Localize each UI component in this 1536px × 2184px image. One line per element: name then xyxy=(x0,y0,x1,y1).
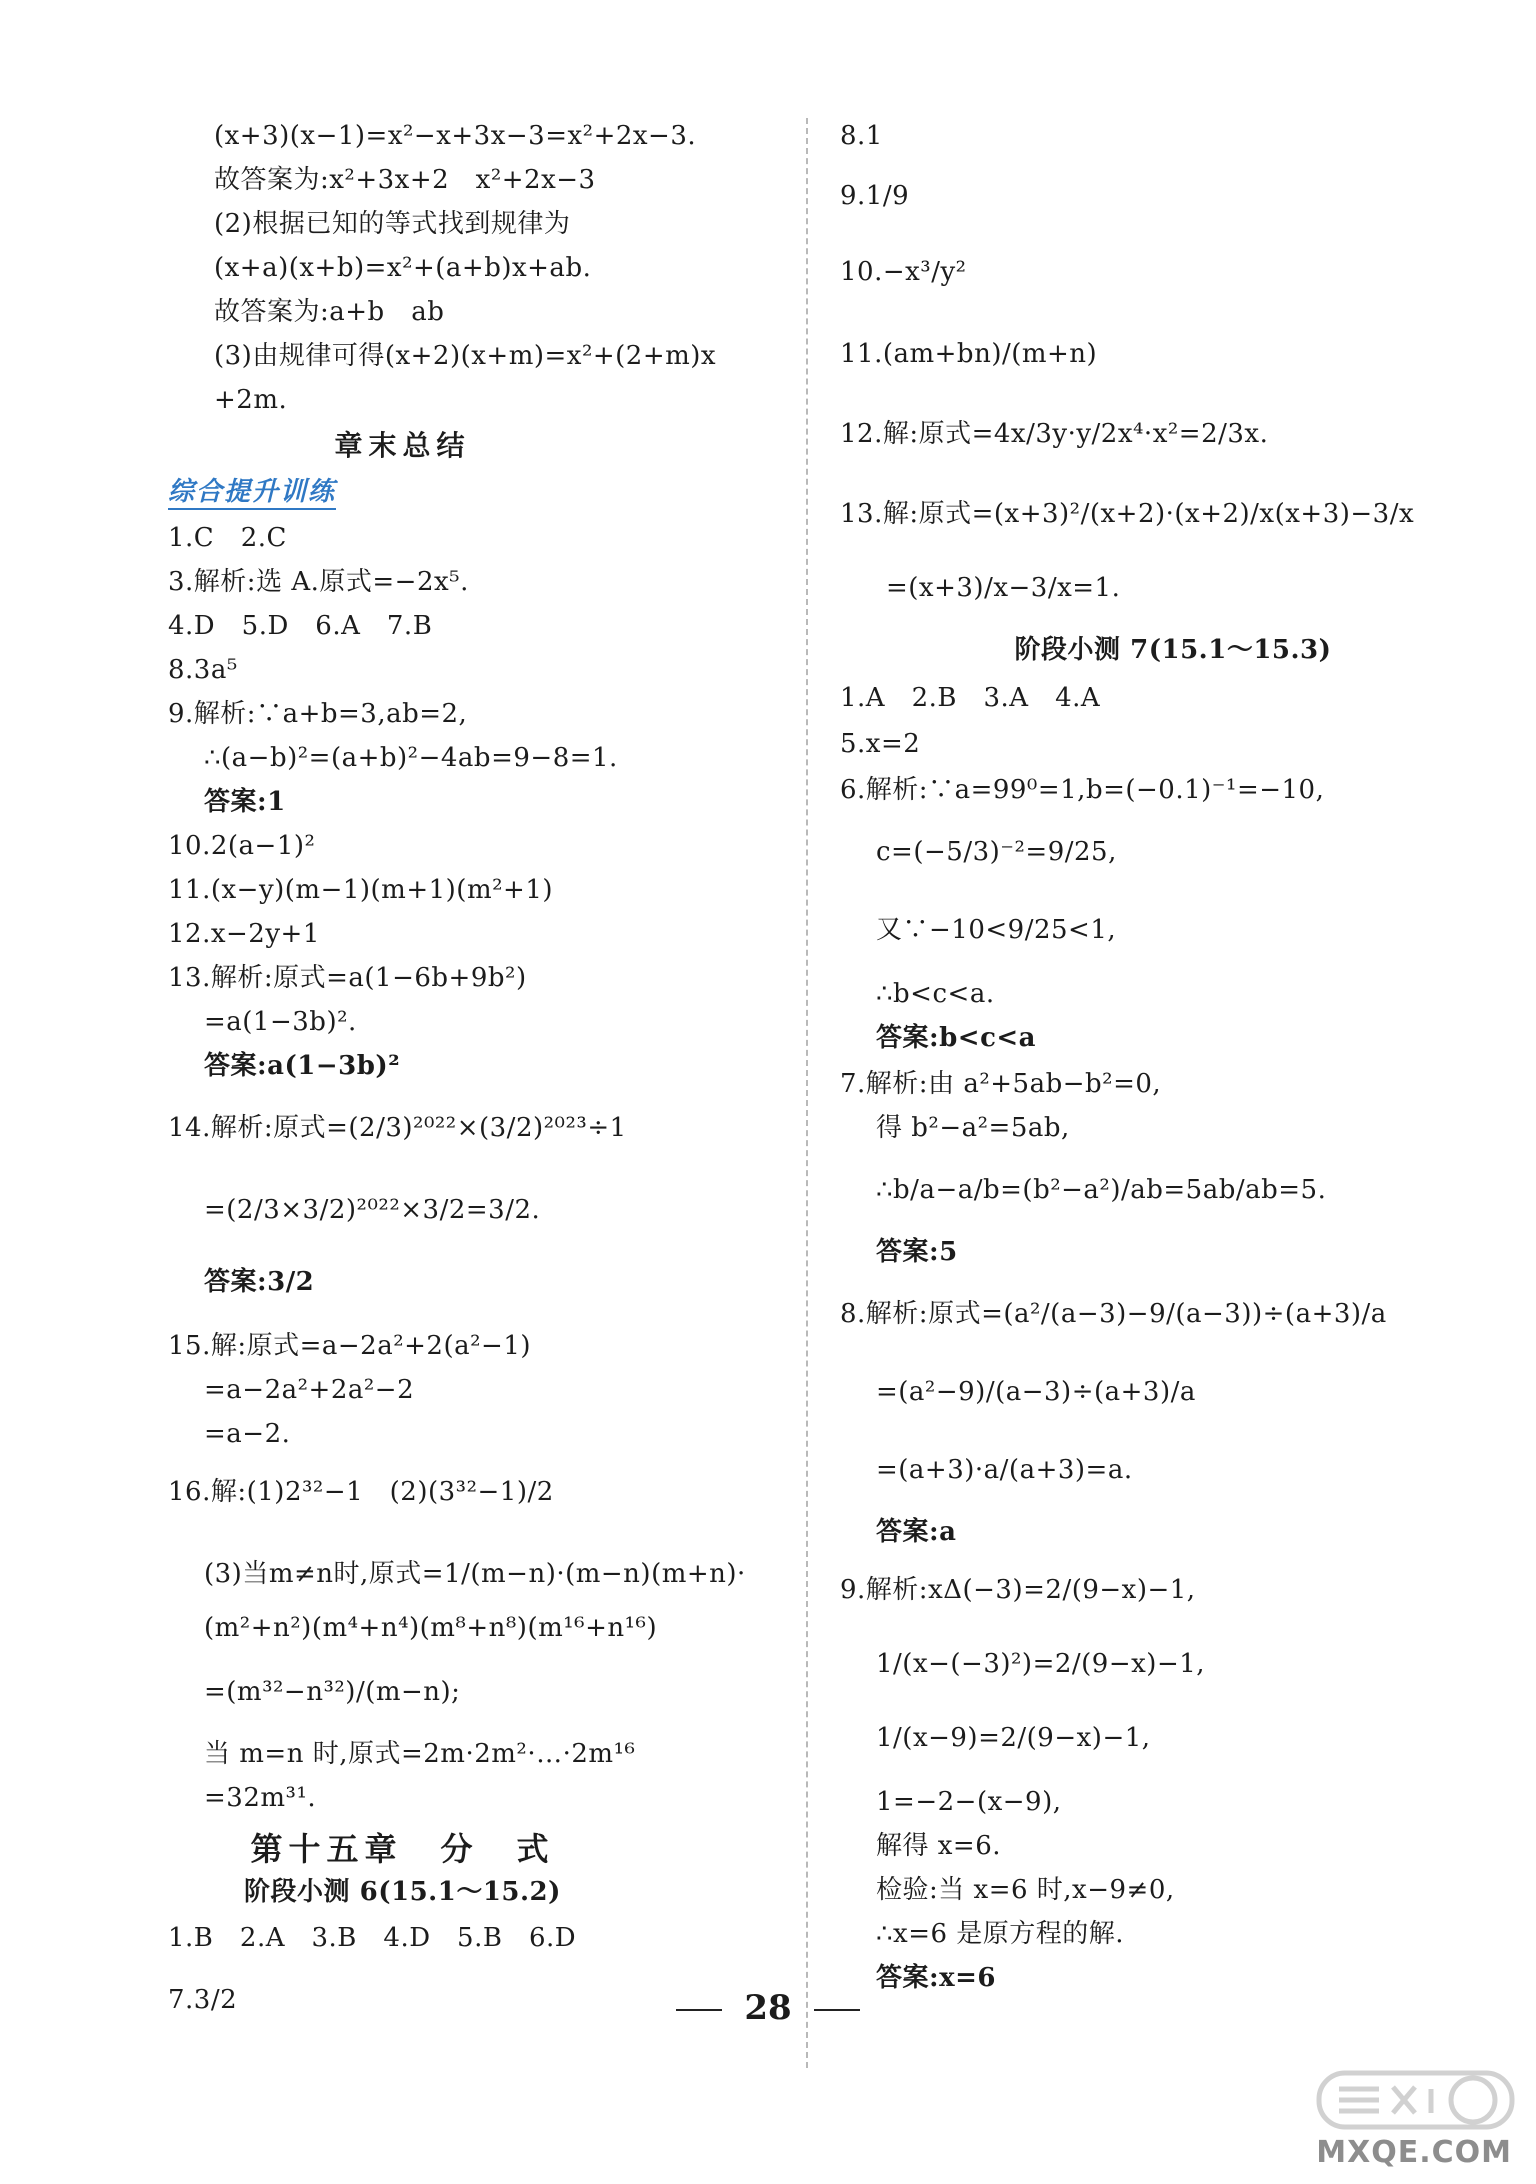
text-line: 3.解析:选 A.原式=−2x⁵. xyxy=(168,567,469,597)
text-line: 故答案为:a+b ab xyxy=(214,297,445,327)
text-line: (3)当m≠n时,原式=1/(m−n)·(m−n)(m+n)· xyxy=(204,1559,746,1589)
text-line: =(2/3×3/2)²⁰²²×3/2=3/2. xyxy=(204,1195,541,1225)
text-line: 1/(x−(−3)²)=2/(9−x)−1, xyxy=(876,1649,1206,1679)
text-line: 检验:当 x=6 时,x−9≠0, xyxy=(876,1875,1175,1905)
text-line: 7.解析:由 a²+5ab−b²=0, xyxy=(840,1069,1162,1099)
text-line: =a−2. xyxy=(204,1419,291,1449)
text-line: ∴x=6 是原方程的解. xyxy=(876,1919,1125,1949)
text-line: 1.A 2.B 3.A 4.A xyxy=(840,683,1101,713)
text-line: (2)根据已知的等式找到规律为 xyxy=(214,209,571,239)
text-line: 9.解析:xΔ(−3)=2/(9−x)−1, xyxy=(840,1575,1196,1605)
text-line: 1.C 2.C xyxy=(168,523,287,553)
text-line: 4.D 5.D 6.A 7.B xyxy=(168,611,433,641)
text-line: 1=−2−(x−9), xyxy=(876,1787,1062,1817)
text-line: =32m³¹. xyxy=(204,1783,317,1813)
text-line: +2m. xyxy=(214,385,288,415)
answer-line: 答案:3/2 xyxy=(204,1267,315,1297)
text-line: 1.B 2.A 3.B 4.D 5.B 6.D xyxy=(168,1923,577,1953)
text-line: 10.−x³/y² xyxy=(840,257,967,287)
text-line: 当 m=n 时,原式=2m·2m²·…·2m¹⁶ xyxy=(204,1739,636,1769)
text-line: 9.解析:∵a+b=3,ab=2, xyxy=(168,699,468,729)
text-line: c=(−5/3)⁻²=9/25, xyxy=(876,837,1117,867)
text-line: =(m³²−n³²)/(m−n); xyxy=(204,1677,461,1707)
text-line: (x+3)(x−1)=x²−x+3x−3=x²+2x−3. xyxy=(214,121,697,151)
page-footer xyxy=(0,1988,1536,2028)
answer-line: 答案:1 xyxy=(204,787,286,817)
text-line: 16.解:(1)2³²−1 (2)(3³²−1)/2 xyxy=(168,1477,554,1507)
text-line: 解得 x=6. xyxy=(876,1831,1002,1861)
text-line: =(x+3)/x−3/x=1. xyxy=(886,573,1121,603)
text-line: 14.解析:原式=(2/3)²⁰²²×(3/2)²⁰²³÷1 xyxy=(168,1113,627,1143)
answer-line: 答案:x=6 xyxy=(876,1963,996,1993)
text-line: 9.1/9 xyxy=(840,181,910,211)
text-line: 8.解析:原式=(a²/(a−3)−9/(a−3))÷(a+3)/a xyxy=(840,1299,1387,1329)
text-line: =(a+3)·a/(a+3)=a. xyxy=(876,1455,1133,1485)
chapter-title: 第十五章 分 式 xyxy=(250,1830,555,1868)
text-line: 12.解:原式=4x/3y·y/2x⁴·x²=2/3x. xyxy=(840,419,1269,449)
answer-line: 答案:a(1−3b)² xyxy=(204,1051,401,1081)
answer-line: 答案:b<c<a xyxy=(876,1023,1037,1053)
section-heading: 章末总结 xyxy=(334,429,471,462)
blue-heading-text: 综合提升训练 xyxy=(168,477,336,510)
quiz-title: 阶段小测 7(15.1～15.3) xyxy=(1014,635,1332,665)
text-line: 13.解析:原式=a(1−6b+9b²) xyxy=(168,963,527,993)
text-line: (m²+n²)(m⁴+n⁴)(m⁸+n⁸)(m¹⁶+n¹⁶) xyxy=(204,1613,658,1643)
text-line: =a−2a²+2a²−2 xyxy=(204,1375,415,1405)
text-line: 又∵−10<9/25<1, xyxy=(876,915,1117,945)
text-line: 7.3/2 xyxy=(168,1985,238,2015)
text-line: 12.x−2y+1 xyxy=(168,919,320,949)
text-line: 8.1 xyxy=(840,121,883,151)
column-divider xyxy=(806,118,808,2068)
text-line: ∴b/a−a/b=(b²−a²)/ab=5ab/ab=5. xyxy=(876,1175,1327,1205)
text-line: 5.x=2 xyxy=(840,729,921,759)
text-line: 15.解:原式=a−2a²+2(a²−1) xyxy=(168,1331,532,1361)
text-line: 11.(am+bn)/(m+n) xyxy=(840,339,1098,369)
text-line: 得 b²−a²=5ab, xyxy=(876,1113,1070,1143)
quiz-title: 阶段小测 6(15.1～15.2) xyxy=(244,1877,561,1907)
footer-dash-left xyxy=(676,2009,722,2011)
text-line: 10.2(a−1)² xyxy=(168,831,316,861)
text-line: ∴(a−b)²=(a+b)²−4ab=9−8=1. xyxy=(204,743,618,773)
page-number: 28 xyxy=(744,1988,792,2028)
text-line: 8.3a⁵ xyxy=(168,655,238,685)
answer-line: 答案:5 xyxy=(876,1237,958,1267)
watermark-text: MXQE.COM xyxy=(1316,2135,1512,2170)
answer-line: 答案:a xyxy=(876,1517,957,1547)
text-line: (3)由规律可得(x+2)(x+m)=x²+(2+m)x xyxy=(214,341,717,371)
text-line: (x+a)(x+b)=x²+(a+b)x+ab. xyxy=(214,253,592,283)
text-line: 13.解:原式=(x+3)²/(x+2)·(x+2)/x(x+3)−3/x xyxy=(840,499,1415,529)
text-line: 故答案为:x²+3x+2 x²+2x−3 xyxy=(214,165,596,195)
text-line: 6.解析:∵a=99⁰=1,b=(−0.1)⁻¹=−10, xyxy=(840,775,1325,805)
text-line: 1/(x−9)=2/(9−x)−1, xyxy=(876,1723,1151,1753)
subsection-heading xyxy=(168,476,336,508)
text-line: =(a²−9)/(a−3)÷(a+3)/a xyxy=(876,1377,1196,1407)
text-line: =a(1−3b)². xyxy=(204,1007,357,1037)
text-line: ∴b<c<a. xyxy=(876,979,995,1009)
footer-dash-right xyxy=(814,2009,860,2011)
text-line: 11.(x−y)(m−1)(m+1)(m²+1) xyxy=(168,875,554,905)
